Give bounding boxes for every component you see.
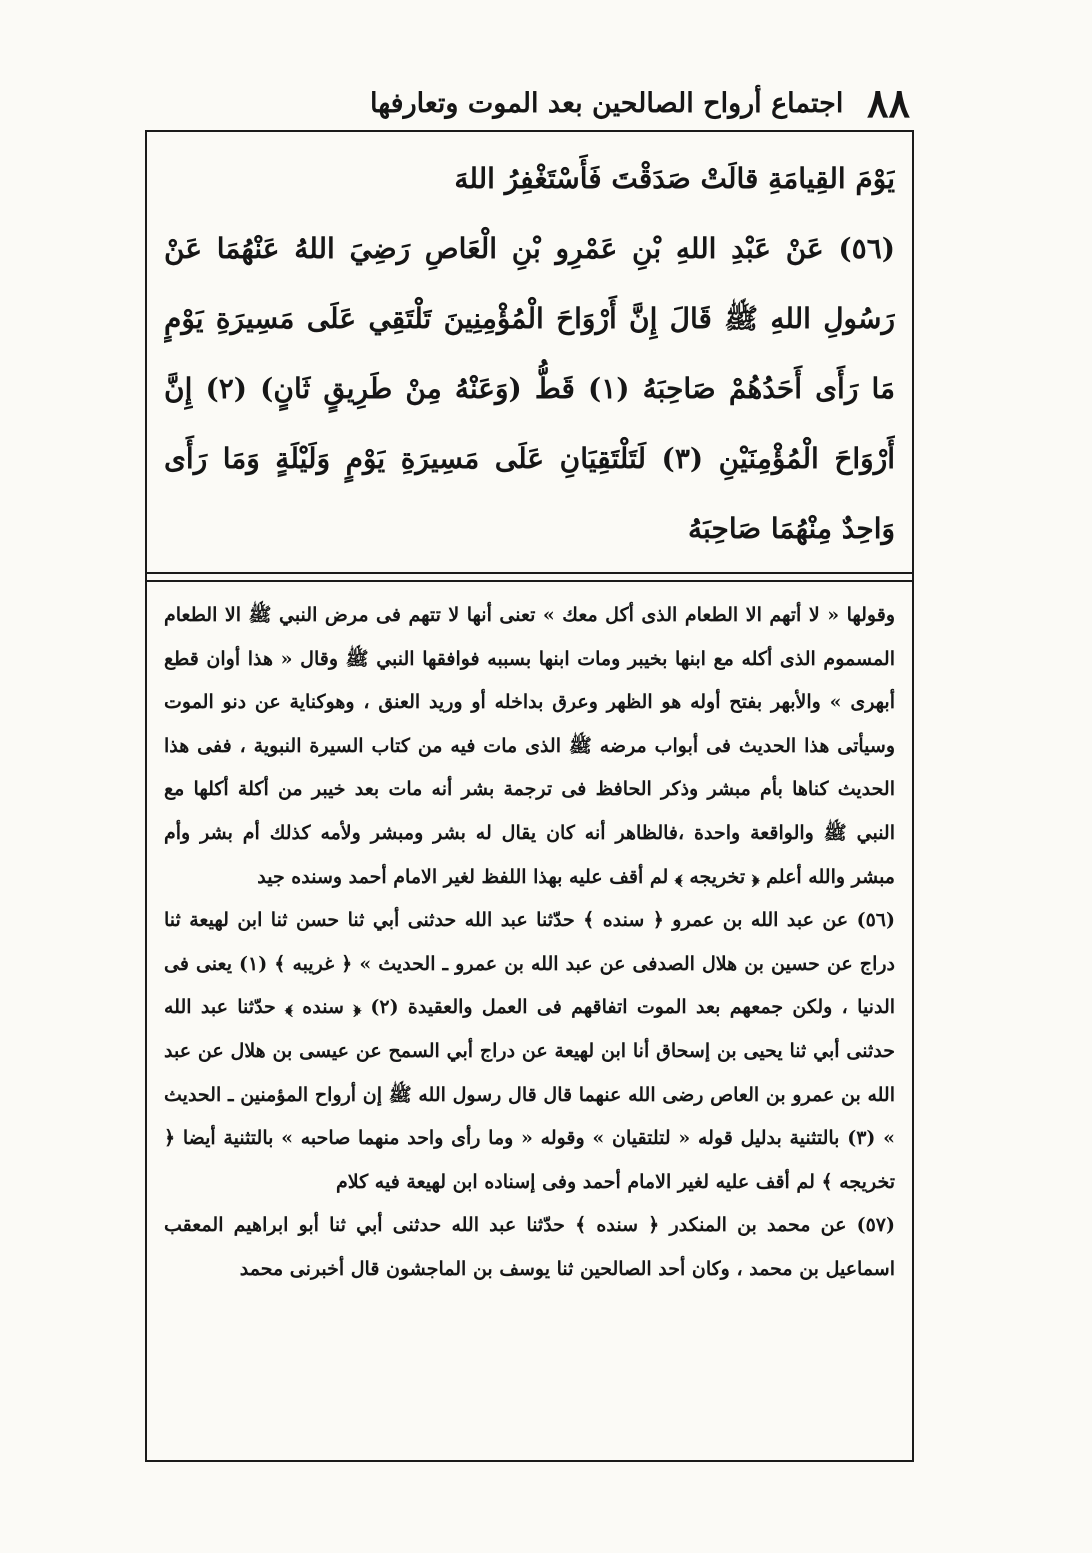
separator-rule-bottom xyxy=(147,580,912,582)
main-paragraph-2: (٥٦) عَنْ عَبْدِ اللهِ بْنِ عَمْرِو بْنِ الْعَاصِ رَضِيَ اللهُ عَنْهُمَا عَنْ رَسُولِ اللهِ ﷺ قَالَ إِنَّ أَرْوَاحَ الْمُؤْمِنِينَ تَلْتَقِي عَلَى مَسِيرَةِ يَوْمٍ مَا رَأَى أَحَدُهُمْ صَاحِبَهُ (١) قَطُّ (وَعَنْهُ مِنْ طَرِيقٍ ثَانٍ) (٢) إِنَّ أَرْوَاحَ الْمُؤْمِنَيْنِ (٣) لَتَلْتَقِيَانِ عَلَى مَسِيرَةِ يَوْمٍ وَلَيْلَةٍ وَمَا رَأَى وَاحِدٌ مِنْهُمَا صَاحِبَهُ xyxy=(164,232,895,545)
commentary-text xyxy=(164,594,895,1452)
hadith-main-text xyxy=(164,144,895,564)
running-title: اجتماع أرواح الصالحين بعد الموت وتعارفها xyxy=(370,87,844,119)
commentary-paragraph-3: (٥٧) عن محمد بن المنكدر ﴿ سنده ﴾ حدّثنا عبد الله حدثنى أبي ثنا أبو ابراهيم المعقب اسماعيل بن محمد ، وكان أحد الصالحين ثنا يوسف بن الماجشون قال أخبرنى محمد xyxy=(164,1214,895,1280)
text-frame xyxy=(145,130,914,1462)
separator-rule-top xyxy=(147,572,912,574)
page-number: ٨٨ xyxy=(867,79,910,127)
commentary-paragraph-1: وقولها « لا أتهم الا الطعام الذى أكل معك » تعنى أنها لا تتهم فى مرض النبي ﷺ الا الطعام المسموم الذى أكله مع ابنها بخيبر ومات ابنها بسببه فوافقها النبي ﷺ وقال « هذا أوان قطع أبهرى » والأبهر بفتح أوله هو الظهر وعرق بداخله أو وريد العنق ، وهوكناية عن دنو الموت وسيأتى هذا الحديث فى أبواب مرضه ﷺ الذى مات فيه من كتاب السيرة النبوية ، ففى هذا الحديث كناها بأم مبشر وذكر الحافظ فى ترجمة بشر أنه مات بعد خيبر من أكلة أكلها مع النبي ﷺ والواقعة واحدة ،فالظاهر أنه كان يقال له بشر ومبشر ولأمه كذلك أم بشر وأم مبشر والله أعلم ﴿ تخريجه ﴾ لم أقف عليه بهذا اللفظ لغير الامام أحمد وسنده جيد xyxy=(164,604,895,888)
page-header xyxy=(150,78,910,128)
main-paragraph-1: يَوْمَ القِيامَةِ قالَتْ صَدَقْتَ فَأَسْتَغْفِرُ اللهَ xyxy=(454,162,895,195)
commentary-paragraph-2: (٥٦) عن عبد الله بن عمرو ﴿ سنده ﴾ حدّثنا عبد الله حدثنى أبي ثنا حسن ثنا ابن لهيعة ثنا دراج عن حسين بن هلال الصدفى عن عبد الله بن عمرو ـ الحديث » ﴿ غريبه ﴾ (١) يعنى فى الدنيا ، ولكن جمعهم بعد الموت اتفاقهم فى العمل والعقيدة (٢) ﴿ سنده ﴾ حدّثنا عبد الله حدثنى أبي ثنا يحيى بن إسحاق أنا ابن لهيعة عن دراج أبي السمح عن عيسى بن هلال عن عبد الله بن عمرو بن العاص رضى الله عنهما قال قال رسول الله ﷺ إن أرواح المؤمنين ـ الحديث » (٣) بالتثنية بدليل قوله « لتلتقيان » وقوله « وما رأى واحد منهما صاحبه » بالتثنية أيضا ﴿ تخريجه ﴾ لم أقف عليه لغير الامام أحمد وفى إسناده ابن لهيعة فيه كلام xyxy=(164,909,895,1193)
